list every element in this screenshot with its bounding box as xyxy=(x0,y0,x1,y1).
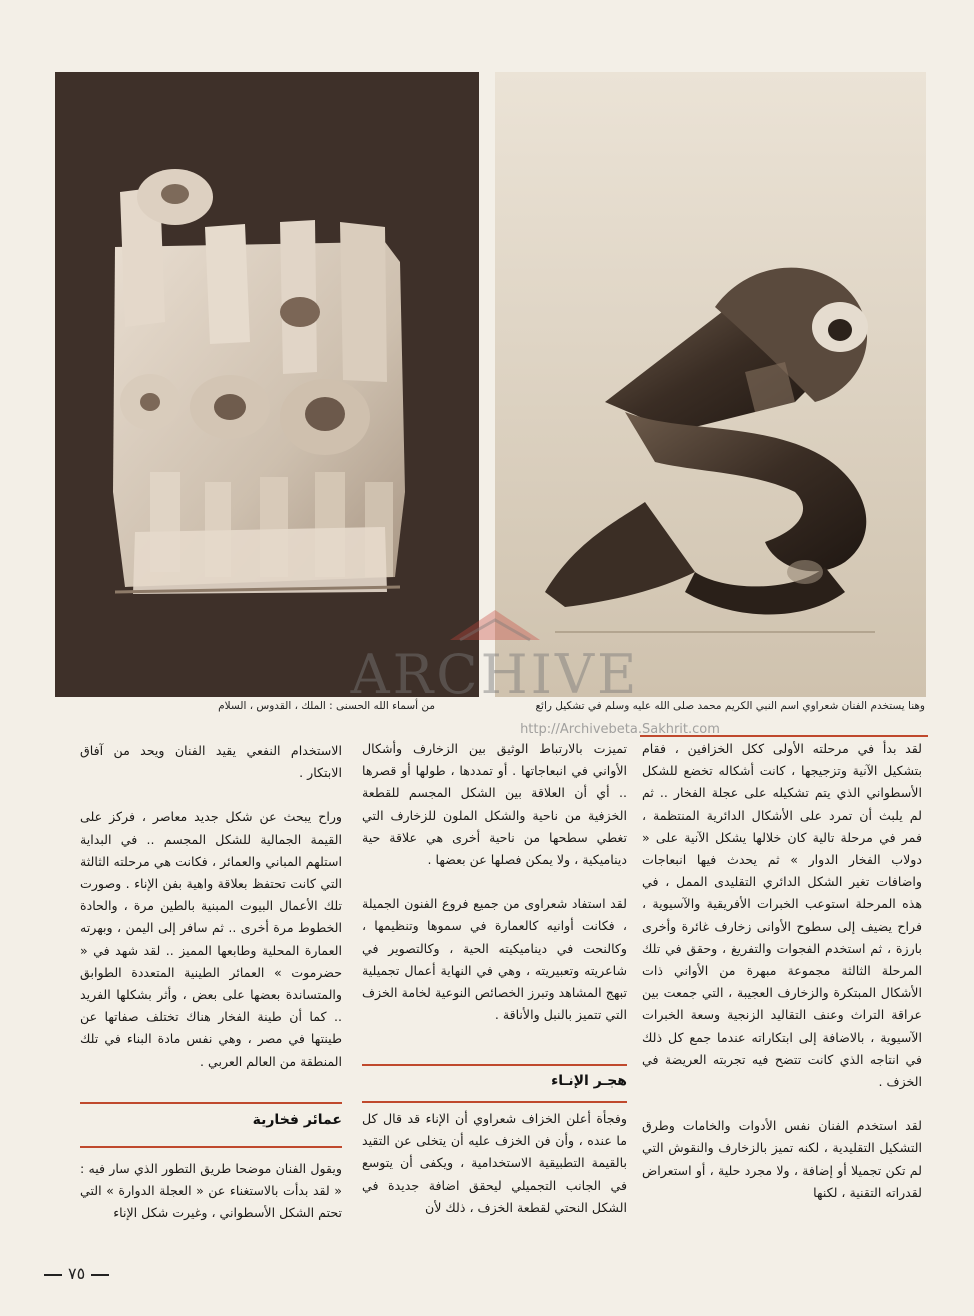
dash-decoration xyxy=(91,1274,109,1276)
photo-calligraphy-sculpture-left xyxy=(55,72,479,697)
page-number-value: ٧٥ xyxy=(68,1264,86,1283)
text-column-middle-continued xyxy=(362,1108,627,1241)
watermark-url: http://Archivebeta.Sakhrit.com xyxy=(520,722,720,737)
page-number xyxy=(38,1264,115,1283)
paragraph: وراح يبحث عن شكل جديد معاصر ، فركز على القيمة الجمالية للشكل المجسم .. في البداية استلهم المباني والعمائر ، فكانت هي مرحلته الثالثة التي كانت تحتفظ بعلاقة واهية بفن الإناء . وصورت تلك الأعمال البيوت المبنية بالطين مرة ، والحادة الخطوط مرة أخرى .. ثم سافر إلى اليمن ، وبهرته العمارة المحلية وطابعها المميز .. لقد شهد في « حضرموت » العمائر الطينية المتعددة الطوابق والمتساندة بعضها على بعض ، وأثر بشكلها الفريد .. كما أن طينة الفخار هناك تختلف صفاتها عن طينتها في مصر ، وهي نفس مادة البناء في تلك المنطقة من العالم العربي . xyxy=(80,809,342,1069)
text-column-right xyxy=(642,738,922,1226)
text-column-middle xyxy=(362,738,627,1048)
watermark-text: ARCHIVE xyxy=(350,643,640,706)
paragraph: لقد بدأ في مرحلته الأولى ككل الخزافين ، فقام بتشكيل الآنية وتزجيجها ، كانت أشكاله تخضع للشكل الأسطواني الذي يتم تشكيله على عجلة الفخار .. ثم لم يلبث أن تمرد على الأشكال الدائرية المنتظمة ، فمر في مرحلة تالية كان خلالها يشكل الآنية على « دولاب الفخار الدوار » ثم يحدث فيها انبعاجات واضافات تغير الشكل الدائري التقليدى الممل ، في هذه المرحلة استوعب الخبرات الأفريقية والآسيوية ، فراح يضيف إلى سطوح الأوانى زخارف غائرة وأخرى بارزة ، ثم استخدم الفجوات والتفريغ ، وحقق في تلك المرحلة الثالثة مجموعة مبهرة من الأواني ذات الأشكال المبتكرة والزخارف العجيبة ، التي جمعت بين عراقة التراث وعنف التقاليد الزنجية وسعة الخبرات الآسيوية ، بالاضافة إلى ابتكاراته عندما جمع كل ذلك في انتاجه الذي كانت تتضح فيه تجربته العريضة في الخزف . xyxy=(642,741,922,1090)
sculpture-illustration-left xyxy=(55,72,479,697)
section-rule xyxy=(80,1146,342,1148)
photo-caption-left: من أسماء الله الحسنى : الملك ، القدوس ، السلام xyxy=(218,700,435,712)
text-column-left-continued xyxy=(80,1158,342,1247)
paragraph: الاستخدام النفعي يقيد الفنان ويحد من آفاق الابتكار . xyxy=(80,743,342,781)
section-rule xyxy=(362,1101,627,1103)
photo-calligraphy-sculpture-right xyxy=(495,72,926,697)
paragraph: وفجأة أعلن الخزاف شعراوي أن الإناء قد قال كل ما عنده ، وأن فن الخزف عليه أن يتخلى عن التقيد بالقيمة التطبيقية الاستخدامية ، ويكفى أن يتوسع في الجانب التجميلي ليحقق اضافة جديدة في الشكل النحتي لقطعة الخزف ، ذلك لأن xyxy=(362,1111,627,1215)
paragraph: لقد استفاد شعراوى من جميع فروع الفنون الجميلة ، فكانت أوانيه كالعمارة في سموها وتنظيمها ، وكالنحت في ديناميكيته الحية ، وكالتصوير في شاعريته وتعبيريته ، وهي في النهاية أعمال تجميلية تبهج المشاهد وتبرز الخصائص النوعية لخامة الخزف التي تتميز بالنبل والأناقة . xyxy=(362,896,627,1023)
paragraph: ويقول الفنان موضحا طريق التطور الذي سار فيه : « لقد بدأت بالاستغناء عن « العجلة الدوارة » التي تحتم الشكل الأسطواني ، وغيرت شكل الإناء xyxy=(80,1161,342,1221)
text-column-left xyxy=(80,740,342,1095)
sculpture-illustration-right xyxy=(495,72,926,697)
dash-decoration xyxy=(44,1274,62,1276)
section-rule xyxy=(362,1064,627,1066)
paragraph: لقد استخدم الفنان نفس الأدوات والخامات وطرق التشكيل التقليدية ، لكنه تميز بالزخارف والنقوش التي لم تكن تجميلا أو إضافة ، ولا مجرد حلية ، أو استعراض لقدراته التقنية ، لكنها xyxy=(642,1118,922,1200)
photo-caption-right: وهنا يستخدم الفنان شعراوي اسم النبي الكريم محمد صلى الله عليه وسلم في تشكيل رائع xyxy=(535,700,925,712)
section-rule xyxy=(80,1102,342,1104)
section-heading-abandon-vessel: هجـر الإنـاء xyxy=(551,1073,627,1089)
paragraph: تميزت بالارتباط الوثيق بين الزخارف وأشكال الأواني في انبعاجاتها . أو تمددها ، طولها أو قصرها .. أي أن العلاقة بين الشكل المجسم للقطعة الخزفية من ناحية والشكل الملون للزخارف التي تغطي سطحها من ناحية أخرى هي علاقة حية ديناميكية ، ولا يمكن فصلها عن بعضها . xyxy=(362,741,627,868)
section-heading-pottery-buildings: عمائر فخارية xyxy=(252,1112,342,1128)
